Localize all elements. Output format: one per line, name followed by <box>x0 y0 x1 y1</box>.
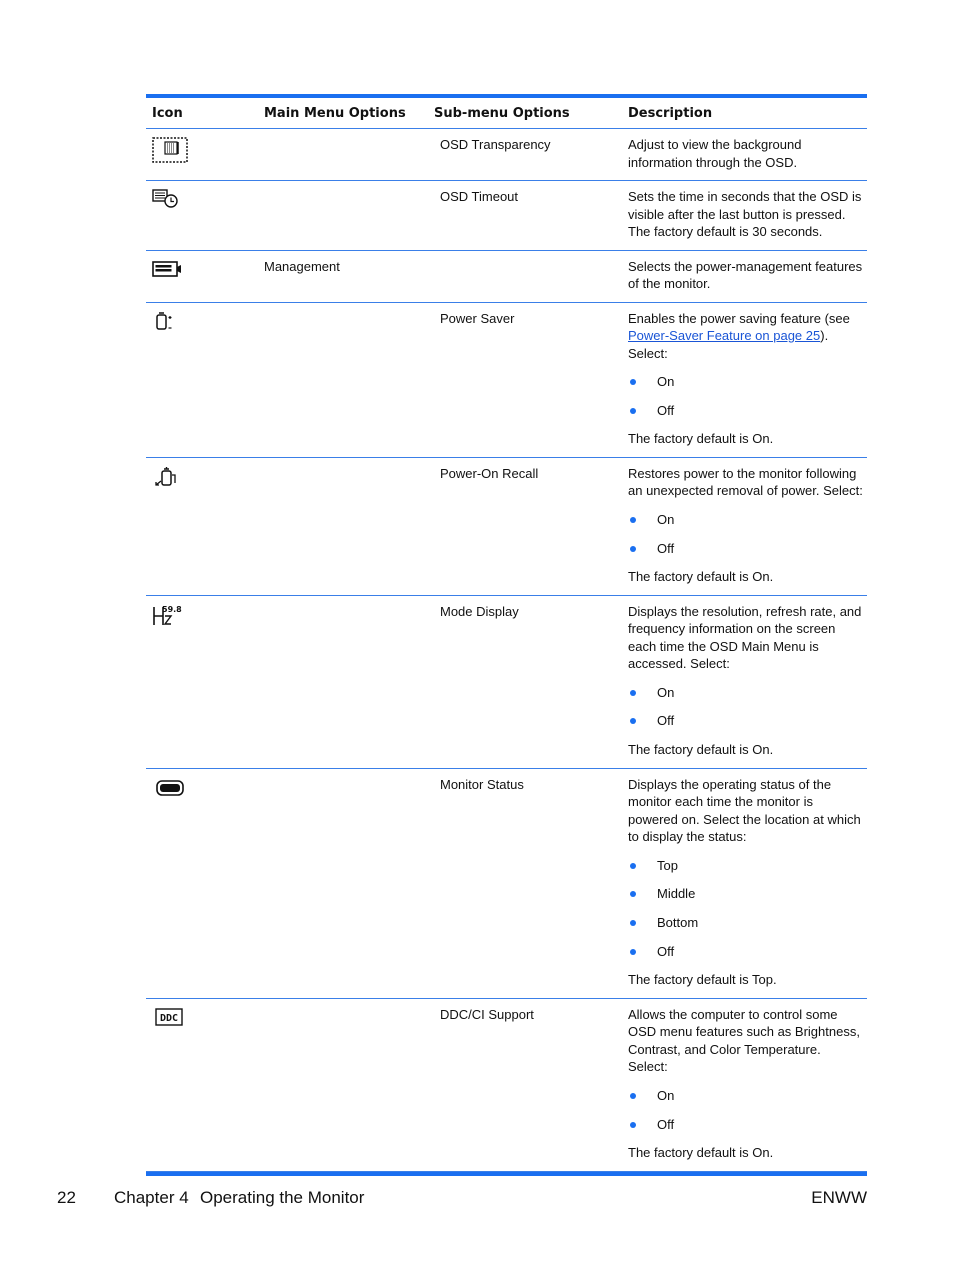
row-sub-cell: OSD Timeout <box>440 189 519 204</box>
options-list <box>628 373 863 419</box>
power-saver-icon <box>152 310 182 334</box>
row-description-cell <box>622 596 867 768</box>
factory-default-text: The factory default is On. <box>628 569 774 585</box>
osd-timeout-icon <box>152 188 182 210</box>
row-icon-cell <box>146 181 258 250</box>
row-description-cell <box>622 129 867 180</box>
table-bottom-rule <box>146 1172 867 1176</box>
bullet-icon <box>630 1093 636 1099</box>
row-icon-cell <box>146 251 258 302</box>
factory-default-text: The factory default is On. <box>628 1145 774 1161</box>
description-text: Selects the power-management features of the monitor. <box>628 258 863 291</box>
header-sub-menu: Sub-menu Options <box>434 105 570 121</box>
list-item <box>628 1087 863 1105</box>
table-row <box>146 458 867 596</box>
option-label: On <box>657 1087 675 1103</box>
doc-id: ENWW <box>811 1188 867 1207</box>
description-text: Restores power to the monitor following an unexpected removal of power. Select: <box>628 465 863 499</box>
row-main-cell <box>258 769 428 998</box>
row-description-cell <box>622 181 867 250</box>
row-description-cell <box>622 999 867 1171</box>
ddc-ci-icon-text: DDC <box>159 1012 179 1024</box>
bullet-icon <box>630 517 636 523</box>
power-on-recall-icon <box>152 465 182 489</box>
row-icon-cell <box>146 303 258 457</box>
option-label: On <box>657 684 675 700</box>
bullet-icon <box>630 690 636 696</box>
factory-default-text: The factory default is Top. <box>628 972 777 988</box>
option-label: On <box>657 511 675 527</box>
row-main-cell <box>258 999 428 1171</box>
table-row <box>146 251 867 303</box>
bullet-icon <box>630 1122 636 1128</box>
row-icon-cell <box>146 129 258 180</box>
option-label: Middle <box>657 886 696 902</box>
list-item <box>628 1116 863 1134</box>
management-icon <box>152 258 182 280</box>
list-item <box>628 402 863 420</box>
table-row <box>146 303 867 458</box>
list-item <box>628 684 863 702</box>
option-label: Off <box>657 943 675 959</box>
row-icon-cell <box>146 769 258 998</box>
row-icon-cell <box>146 999 258 1171</box>
row-main-cell <box>258 303 428 457</box>
mode-display-icon <box>152 603 186 629</box>
bullet-icon <box>630 546 636 552</box>
list-item <box>628 914 863 932</box>
row-icon-cell <box>146 458 258 595</box>
row-sub-cell: OSD Transparency <box>440 137 551 152</box>
table-row <box>146 596 867 769</box>
monitor-status-icon <box>152 776 186 800</box>
options-list <box>628 684 863 730</box>
list-item <box>628 540 863 558</box>
description-select: Select: <box>628 345 668 361</box>
row-description-cell <box>622 458 867 595</box>
description-text-pre: Enables the power saving feature (see <box>628 310 850 326</box>
row-sub-cell: DDC/CI Support <box>440 1006 534 1022</box>
factory-default-text: The factory default is On. <box>628 742 774 758</box>
row-description-cell <box>622 769 867 998</box>
chapter-title: Operating the Monitor <box>200 1188 365 1207</box>
table-row <box>146 129 867 181</box>
row-sub-cell: Mode Display <box>440 603 519 619</box>
list-item <box>628 712 863 730</box>
row-description-cell <box>622 303 867 457</box>
list-item <box>628 885 863 903</box>
osd-options-table <box>146 94 867 1176</box>
row-sub-cell <box>428 251 622 302</box>
bullet-icon <box>630 949 636 955</box>
row-main-cell: Management <box>264 258 340 274</box>
description-text: Adjust to view the background information through the OSD. <box>628 137 802 170</box>
chapter-label: Chapter 4 <box>114 1188 189 1207</box>
power-saver-feature-link[interactable]: Power-Saver Feature on page 25 <box>628 328 821 343</box>
option-label: Off <box>657 713 675 729</box>
row-main-cell <box>258 458 428 595</box>
ddc-ci-icon <box>152 1006 186 1030</box>
option-label: Top <box>657 857 678 873</box>
bullet-icon <box>630 379 636 385</box>
header-icon: Icon <box>152 105 183 121</box>
page-footer <box>57 1188 867 1210</box>
list-item <box>628 511 863 529</box>
description-text: Allows the computer to control some OSD menu features such as Brightness, Contrast, and Color Temperature. Select: <box>628 1006 860 1075</box>
row-description-cell <box>622 251 867 302</box>
table-row <box>146 181 867 251</box>
list-item <box>628 943 863 961</box>
row-main-cell <box>258 129 428 180</box>
header-main-menu: Main Menu Options <box>264 105 406 121</box>
table-row <box>146 999 867 1172</box>
list-item <box>628 857 863 875</box>
row-sub-cell: Power-On Recall <box>440 465 539 481</box>
row-main-cell <box>258 596 428 768</box>
list-item <box>628 373 863 391</box>
options-list <box>628 511 863 557</box>
bullet-icon <box>630 920 636 926</box>
row-main-cell <box>258 181 428 250</box>
bullet-icon <box>630 408 636 414</box>
row-sub-cell: Monitor Status <box>440 776 524 792</box>
osd-transparency-icon <box>152 136 190 164</box>
bullet-icon <box>630 891 636 897</box>
description-text: Displays the operating status of the monitor each time the monitor is powered on. Select the location at which to display the status: <box>628 776 861 845</box>
bullet-icon <box>630 863 636 869</box>
option-label: On <box>657 374 675 389</box>
options-list <box>628 1087 863 1133</box>
description-text: Displays the resolution, refresh rate, and frequency information on the screen each time the OSD Main Menu is accessed. Select: <box>628 603 862 672</box>
option-label: Off <box>657 402 675 418</box>
description-text: Sets the time in seconds that the OSD is visible after the last button is pressed. The factory default is 30 seconds. <box>628 189 862 239</box>
description-text <box>628 310 863 363</box>
header-description: Description <box>628 105 713 121</box>
option-label: Bottom <box>657 915 699 930</box>
description-text-post: ). <box>820 328 829 343</box>
table-header <box>146 98 867 129</box>
bullet-icon <box>630 718 636 724</box>
option-label: Off <box>657 1116 675 1132</box>
row-sub-cell: Power Saver <box>440 310 515 326</box>
options-list <box>628 857 863 961</box>
option-label: Off <box>657 540 675 556</box>
table-row <box>146 769 867 999</box>
mode-display-icon-text: 59.8 <box>162 604 182 614</box>
page-number: 22 <box>57 1188 76 1207</box>
row-icon-cell <box>146 596 258 768</box>
factory-default-text: The factory default is On. <box>628 431 774 447</box>
